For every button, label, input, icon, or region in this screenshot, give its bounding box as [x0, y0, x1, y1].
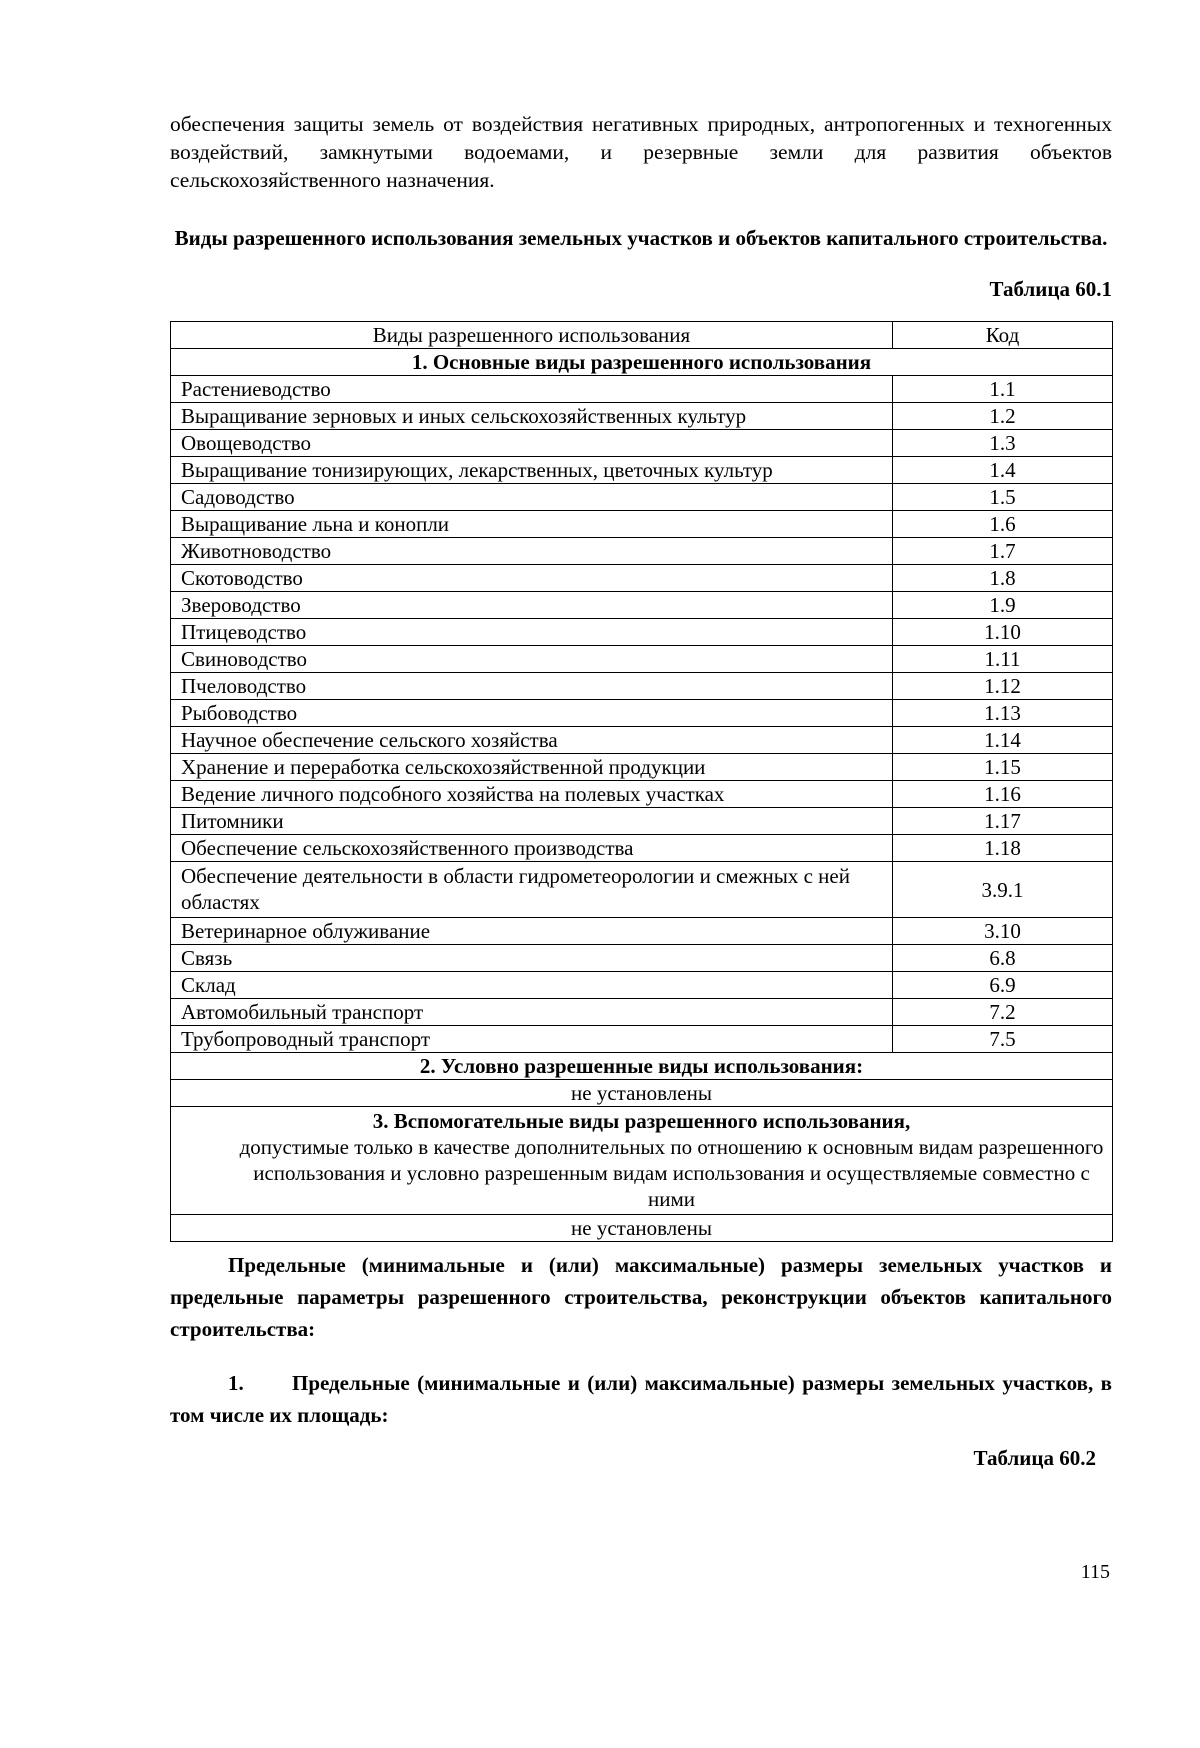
table-row — [171, 673, 1113, 700]
section3-value: не установлены — [171, 1215, 1113, 1242]
use-type-cell: Трубопроводный транспорт — [171, 1026, 893, 1053]
table-row — [171, 700, 1113, 727]
code-cell: 1.15 — [893, 754, 1113, 781]
section3-cell — [171, 1107, 1113, 1215]
code-cell: 1.14 — [893, 727, 1113, 754]
section3-note: допустимые только в качестве дополнительных по отношению к основным видам разрешенного использования и условно разрешенным видам использования и осуществляемые совместно с ними — [239, 1135, 1104, 1211]
section2-value-row — [171, 1080, 1113, 1107]
section3-value-row — [171, 1215, 1113, 1242]
code-cell: 1.4 — [893, 457, 1113, 484]
table-row — [171, 727, 1113, 754]
use-type-cell: Птицеводство — [171, 619, 893, 646]
table-row — [171, 1026, 1113, 1053]
code-cell: 1.2 — [893, 403, 1113, 430]
table-row — [171, 430, 1113, 457]
use-type-cell: Звероводство — [171, 592, 893, 619]
table-row — [171, 646, 1113, 673]
list-item-1-text: Предельные (минимальные и (или) максимальные) размеры земельных участков, в том числе их площадь: — [170, 1371, 1112, 1427]
table-row — [171, 972, 1113, 999]
code-cell: 3.9.1 — [893, 862, 1113, 918]
code-cell: 7.2 — [893, 999, 1113, 1026]
table-row — [171, 619, 1113, 646]
code-cell: 7.5 — [893, 1026, 1113, 1053]
section3-heading: 3. Вспомогательные виды разрешенного использования, — [372, 1109, 911, 1133]
table-row — [171, 835, 1113, 862]
code-cell: 1.18 — [893, 835, 1113, 862]
use-type-cell: Склад — [171, 972, 893, 999]
use-type-cell: Выращивание зерновых и иных сельскохозяйственных культур — [171, 403, 893, 430]
section-title: Виды разрешенного использования земельных участков и объектов капитального строительства. — [174, 226, 1108, 250]
use-type-cell: Свиноводство — [171, 646, 893, 673]
section2-heading: 2. Условно разрешенные виды использования: — [171, 1053, 1113, 1080]
table-header-row — [171, 322, 1113, 349]
use-type-cell: Садоводство — [171, 484, 893, 511]
code-cell: 1.11 — [893, 646, 1113, 673]
code-cell: 1.17 — [893, 808, 1113, 835]
code-cell: 6.9 — [893, 972, 1113, 999]
code-cell: 1.9 — [893, 592, 1113, 619]
use-type-cell: Связь — [171, 945, 893, 972]
table-row — [171, 945, 1113, 972]
code-cell: 1.16 — [893, 781, 1113, 808]
table-row — [171, 403, 1113, 430]
use-type-cell: Животноводство — [171, 538, 893, 565]
table-row — [171, 781, 1113, 808]
use-type-cell: Скотоводство — [171, 565, 893, 592]
use-type-cell: Обеспечение деятельности в области гидрометеорологии и смежных с ней областях — [171, 862, 893, 918]
table-row — [171, 484, 1113, 511]
section2-value: не установлены — [171, 1080, 1113, 1107]
use-type-cell: Обеспечение сельскохозяйственного производства — [171, 835, 893, 862]
code-cell: 1.8 — [893, 565, 1113, 592]
code-cell: 1.13 — [893, 700, 1113, 727]
header-use-type: Виды разрешенного использования — [171, 322, 893, 349]
use-type-cell: Выращивание льна и конопли — [171, 511, 893, 538]
table-row — [171, 808, 1113, 835]
list-item-1-number: 1. — [228, 1371, 244, 1395]
page-number: 115 — [1080, 1561, 1110, 1583]
table-row — [171, 862, 1113, 918]
use-type-cell: Овощеводство — [171, 430, 893, 457]
section2-row — [171, 1053, 1113, 1080]
table1-caption: Таблица 60.1 — [989, 277, 1112, 301]
table-row — [171, 999, 1113, 1026]
use-type-cell: Научное обеспечение сельского хозяйства — [171, 727, 893, 754]
code-cell: 3.10 — [893, 918, 1113, 945]
use-type-cell: Растениеводство — [171, 376, 893, 403]
table-row — [171, 457, 1113, 484]
code-cell: 1.5 — [893, 484, 1113, 511]
use-type-cell: Пчеловодство — [171, 673, 893, 700]
section3-row — [171, 1107, 1113, 1215]
use-type-cell: Ветеринарное облуживание — [171, 918, 893, 945]
table-row — [171, 511, 1113, 538]
table-row — [171, 565, 1113, 592]
use-type-cell: Рыбоводство — [171, 700, 893, 727]
table-row — [171, 538, 1113, 565]
header-code: Код — [893, 322, 1113, 349]
table-row — [171, 918, 1113, 945]
document-page — [170, 0, 1112, 1471]
code-cell: 1.3 — [893, 430, 1113, 457]
section1-heading: 1. Основные виды разрешенного использования — [171, 349, 1113, 376]
code-cell: 1.6 — [893, 511, 1113, 538]
use-type-cell: Автомобильный транспорт — [171, 999, 893, 1026]
land-use-table — [170, 321, 1113, 1242]
use-type-cell: Питомники — [171, 808, 893, 835]
code-cell: 1.7 — [893, 538, 1113, 565]
table-row — [171, 376, 1113, 403]
table-row — [171, 754, 1113, 781]
use-type-cell: Хранение и переработка сельскохозяйственной продукции — [171, 754, 893, 781]
code-cell: 1.10 — [893, 619, 1113, 646]
code-cell: 6.8 — [893, 945, 1113, 972]
limits-heading: Предельные (минимальные и (или) максимальные) размеры земельных участков и предельные параметры разрешенного строительства, реконструкции объектов капитального строительства: — [170, 1253, 1112, 1341]
table2-caption: Таблица 60.2 — [973, 1446, 1096, 1470]
code-cell: 1.1 — [893, 376, 1113, 403]
section1-row — [171, 349, 1113, 376]
intro-paragraph: обеспечения защиты земель от воздействия негативных природных, антропогенных и техногенных воздействий, замкнутыми водоемами, и резервные земли для развития объектов сельскохозяйственного назначения. — [170, 112, 1112, 192]
use-type-cell: Ведение личного подсобного хозяйства на полевых участках — [171, 781, 893, 808]
code-cell: 1.12 — [893, 673, 1113, 700]
table-row — [171, 592, 1113, 619]
use-type-cell: Выращивание тонизирующих, лекарственных, цветочных культур — [171, 457, 893, 484]
list-item-1 — [170, 1367, 1112, 1431]
